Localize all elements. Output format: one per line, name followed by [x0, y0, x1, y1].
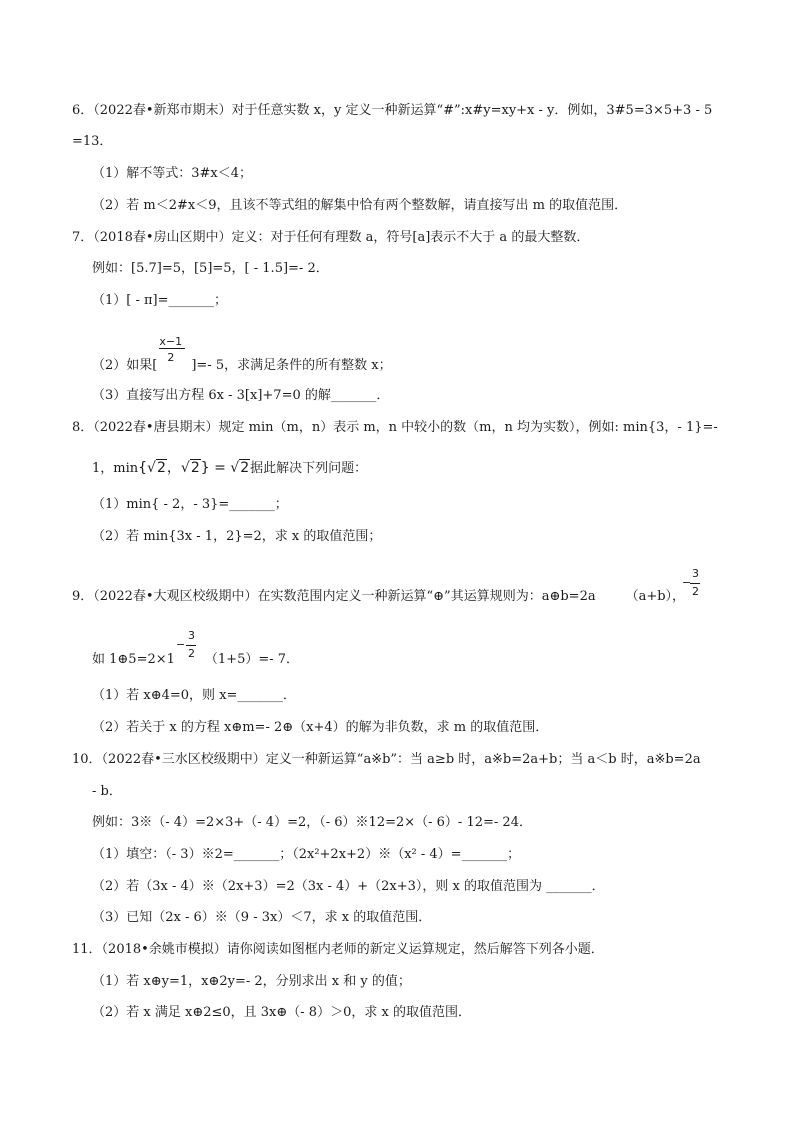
q6-part-2: （2）若 m＜2#x＜9，且该不等式组的解集中恰有两个整数解，请直接写出 m 的取值范围． [92, 198, 628, 213]
q11-part-1: （1）若 x⊕y=1，x⊕2y=- 2，分别求出 x 和 y 的值； [92, 974, 411, 989]
q9-exp-bar [690, 583, 700, 584]
q7-part-2 [92, 335, 392, 375]
radicand-1: 2 [156, 460, 166, 476]
q7-line-2: 例如：[5.7]=5，[5]=5，[ - 1.5]=- 2． [92, 261, 329, 276]
q10-line-2: - b． [92, 784, 122, 799]
q10-part-3: （3）已知（2x - 6）※（9 - 3x）＜7，求 x 的取值范围． [92, 910, 432, 925]
q9-exp-minus: − [682, 576, 692, 589]
fraction-x-minus-1-over-2 [157, 335, 191, 369]
q11-part-2: （2）若 x 满足 x⊕2≤0，且 3x⊕（- 8）＞0，求 x 的取值范围． [92, 1005, 471, 1020]
q9-line-1-tail: （a+b）， [625, 589, 686, 604]
q9-exp-denominator: 2 [692, 585, 699, 598]
q6-line-1: 6．（2022春•新郑市期末）对于任意实数 x，y 定义一种新运算“#”:x#y=xy+x - y．例如，3#5=3×5+3 - 5 [72, 103, 713, 118]
q9-line-1 [72, 588, 685, 606]
q10-part-2: （2）若（3x - 4）※（2x+3）=2（3x - 4）+（2x+3），则 x 的取值范围为 _______． [92, 879, 605, 894]
q9-example-exp-bar [186, 645, 196, 646]
fraction-denominator: 2 [167, 351, 175, 364]
q10-line-1: 10．（2022春•三水区校级期中）定义一种新运算“a※b”：当 a≥b 时，a※b=2a+b；当 a＜b 时，a※b=2a [72, 752, 701, 767]
sqrt-expression: {√2，√2} = √2 [138, 460, 250, 476]
q6-part-1: （1）解不等式：3#x＜4； [92, 166, 253, 181]
q7-part-2-prefix: （2）如果[ [92, 358, 158, 373]
fraction-numerator: x−1 [159, 335, 183, 348]
radicand-3: 2 [240, 460, 250, 476]
q9-example-exp-denominator: 2 [188, 647, 195, 660]
q9-line-1-text: 9．（2022春•大观区校级期中）在实数范围内定义一种新运算“⊕”其运算规则为：a⊕b=2a [72, 589, 596, 604]
q7-part-1: （1）[ - π]=_______； [92, 293, 228, 308]
q9-example-exp-numerator: 3 [188, 629, 195, 642]
q8-part-2: （2）若 min{3x - 1，2}=2，求 x 的取值范围； [92, 529, 382, 544]
q11-line-1: 11．（2018•余姚市模拟）请你阅读如图框内老师的新定义运算规定，然后解答下列各小题． [72, 942, 604, 957]
q9-line-2-text: 如 1⊕5=2×1 [92, 652, 175, 667]
radicand-2: 2 [190, 460, 200, 476]
q9-example-exp-minus: − [176, 638, 186, 651]
q8-line-2-prefix: 1，min [92, 461, 139, 476]
q9-part-1: （1）若 x⊕4=0，则 x=_______． [92, 688, 296, 703]
q9-exp-numerator: 3 [692, 567, 699, 580]
q7-line-1: 7．（2018春•房山区期中）定义：对于任何有理数 a，符号[a]表示不大于 a 的最大整数． [72, 230, 590, 245]
q8-line-2 [92, 459, 367, 478]
q10-part-1: （1）填空：（- 3）※2=_______；（2x²+2x+2）※（x² - 4）=_______； [92, 847, 521, 862]
q6-line-2: =13． [72, 134, 113, 149]
q9-line-2 [92, 651, 299, 669]
q8-line-1: 8．（2022春•唐县期末）规定 min（m，n）表示 m，n 中较小的数（m，n 均为实数），例如: min{3，- 1}=- [72, 420, 718, 435]
q8-line-2-suffix: 据此解决下列问题： [250, 461, 368, 476]
q7-part-2-suffix: ]=- 5，求满足条件的所有整数 x； [191, 358, 392, 373]
q8-part-1: （1）min{ - 2，- 3}=_______； [92, 497, 288, 512]
q9-part-2: （2）若关于 x 的方程 x⊕m=- 2⊕（x+4）的解为非负数，求 m 的取值范围． [92, 720, 549, 735]
q9-line-2-tail: （1+5）=- 7． [204, 652, 300, 667]
q7-part-3: （3）直接写出方程 6x - 3[x]+7=0 的解_______． [92, 388, 390, 403]
q10-line-3: 例如：3※（- 4）=2×3+（- 4）=2，（- 6）※12=2×（- 6）- 12=- 24． [92, 815, 532, 830]
